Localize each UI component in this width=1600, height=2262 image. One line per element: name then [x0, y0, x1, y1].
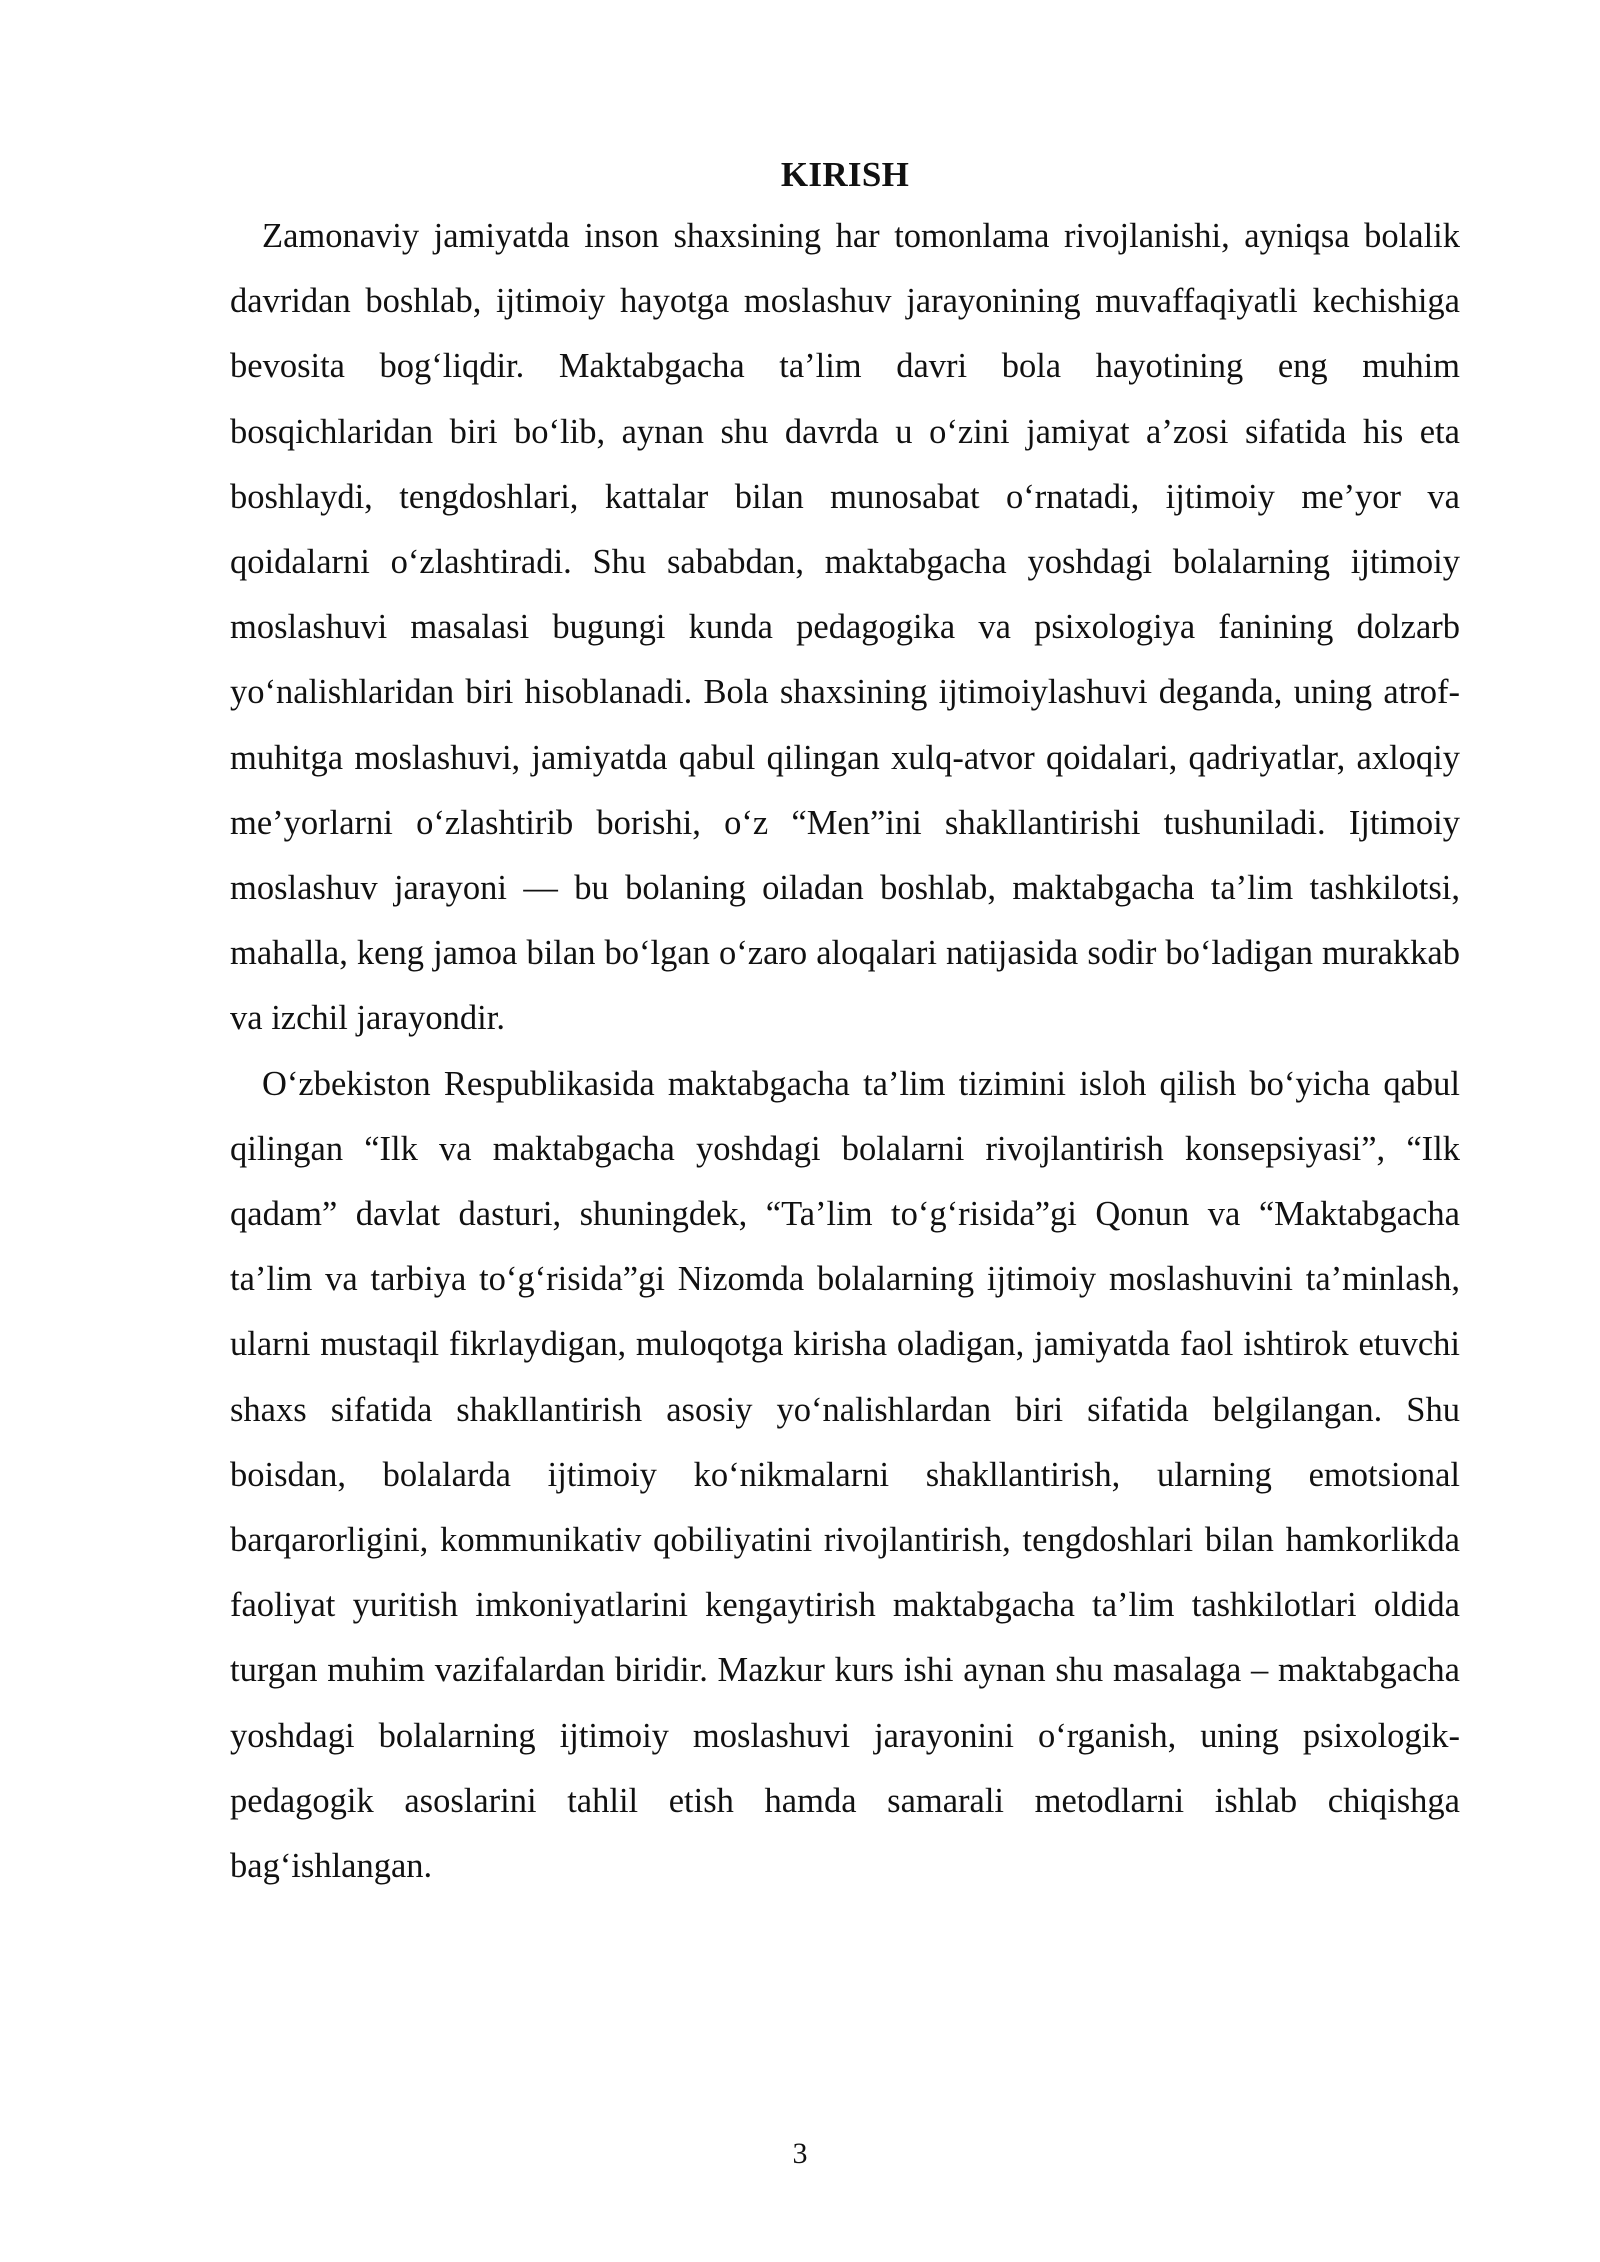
paragraph-1: Zamonaviy jamiyatda inson shaxsining har tomonlama rivojlanishi, ayniqsa bolalik davridan boshlab, ijtimoiy hayotga moslashuv jarayonining muvaffaqiyatli kechishiga bevosita bog‘liqdir. Maktabgacha ta’lim davri bola hayotining eng muhim bosqichlaridan biri bo‘lib, aynan shu davrda u o‘zini jamiyat a’zosi sifatida his eta boshlaydi, tengdoshlari, kattalar bilan munosabat o‘rnatadi, ijtimoiy me’yor va qoidalarni o‘zlashtiradi. Shu sababdan, maktabgacha yoshdagi bolalarning ijtimoiy moslashuvi masalasi bugungi kunda pedagogika va psixologiya fanining dolzarb yo‘nalishlaridan biri hisoblanadi. Bola shaxsining ijtimoiylashuvi deganda, uning atrof-muhitga moslashuvi, jamiyatda qabul qilingan xulq-atvor qoidalari, qadriyatlar, axloqiy me’yorlarni o‘zlashtirib borishi, o‘z “Men”ini shakllantirishi tushuniladi. Ijtimoiy moslashuv jarayoni — bu bolaning oiladan boshlab, maktabgacha ta’lim tashkilotsi, mahalla, keng jamoa bilan bo‘lgan o‘zaro aloqalari natijasida sodir bo‘ladigan murakkab va izchil jarayondir.	[230, 217, 1460, 1038]
paragraph-2: O‘zbekiston Respublikasida maktabgacha ta’lim tizimini isloh qilish bo‘yicha qabul qilingan “Ilk va maktabgacha yoshdagi bolalarni rivojlantirish konsepsiyasi”, “Ilk qadam” davlat dasturi, shuningdek, “Ta’lim to‘g‘risida”gi Qonun va “Maktabgacha ta’lim va tarbiya to‘g‘risida”gi Nizomda bolalarning ijtimoiy moslashuvini ta’minlash, ularni mustaqil fikrlaydigan, muloqotga kirisha oladigan, jamiyatda faol ishtirok etuvchi shaxs sifatida shakllantirish asosiy yo‘nalishlardan biri sifatida belgilangan. Shu boisdan, bolalarda ijtimoiy ko‘nikmalarni shakllantirish, ularning emotsional barqarorligini, kommunikativ qobiliyatini rivojlantirish, tengdoshlari bilan hamkorlikda faoliyat yuritish imkoniyatlarini kengaytirish maktabgacha ta’lim tashkilotlari oldida turgan muhim vazifalardan biridir. Mazkur kurs ishi aynan shu masalaga – maktabgacha yoshdagi bolalarning ijtimoiy moslashuvi jarayonini o‘rganish, uning psixologik-pedagogik asoslarini tahlil etish hamda samarali metodlarni ishlab chiqishga bag‘ishlangan.	[230, 1064, 1460, 1886]
page-number: 3	[792, 2137, 808, 2170]
section-title: KIRISH	[780, 155, 910, 194]
page-content	[230, 148, 1460, 1899]
